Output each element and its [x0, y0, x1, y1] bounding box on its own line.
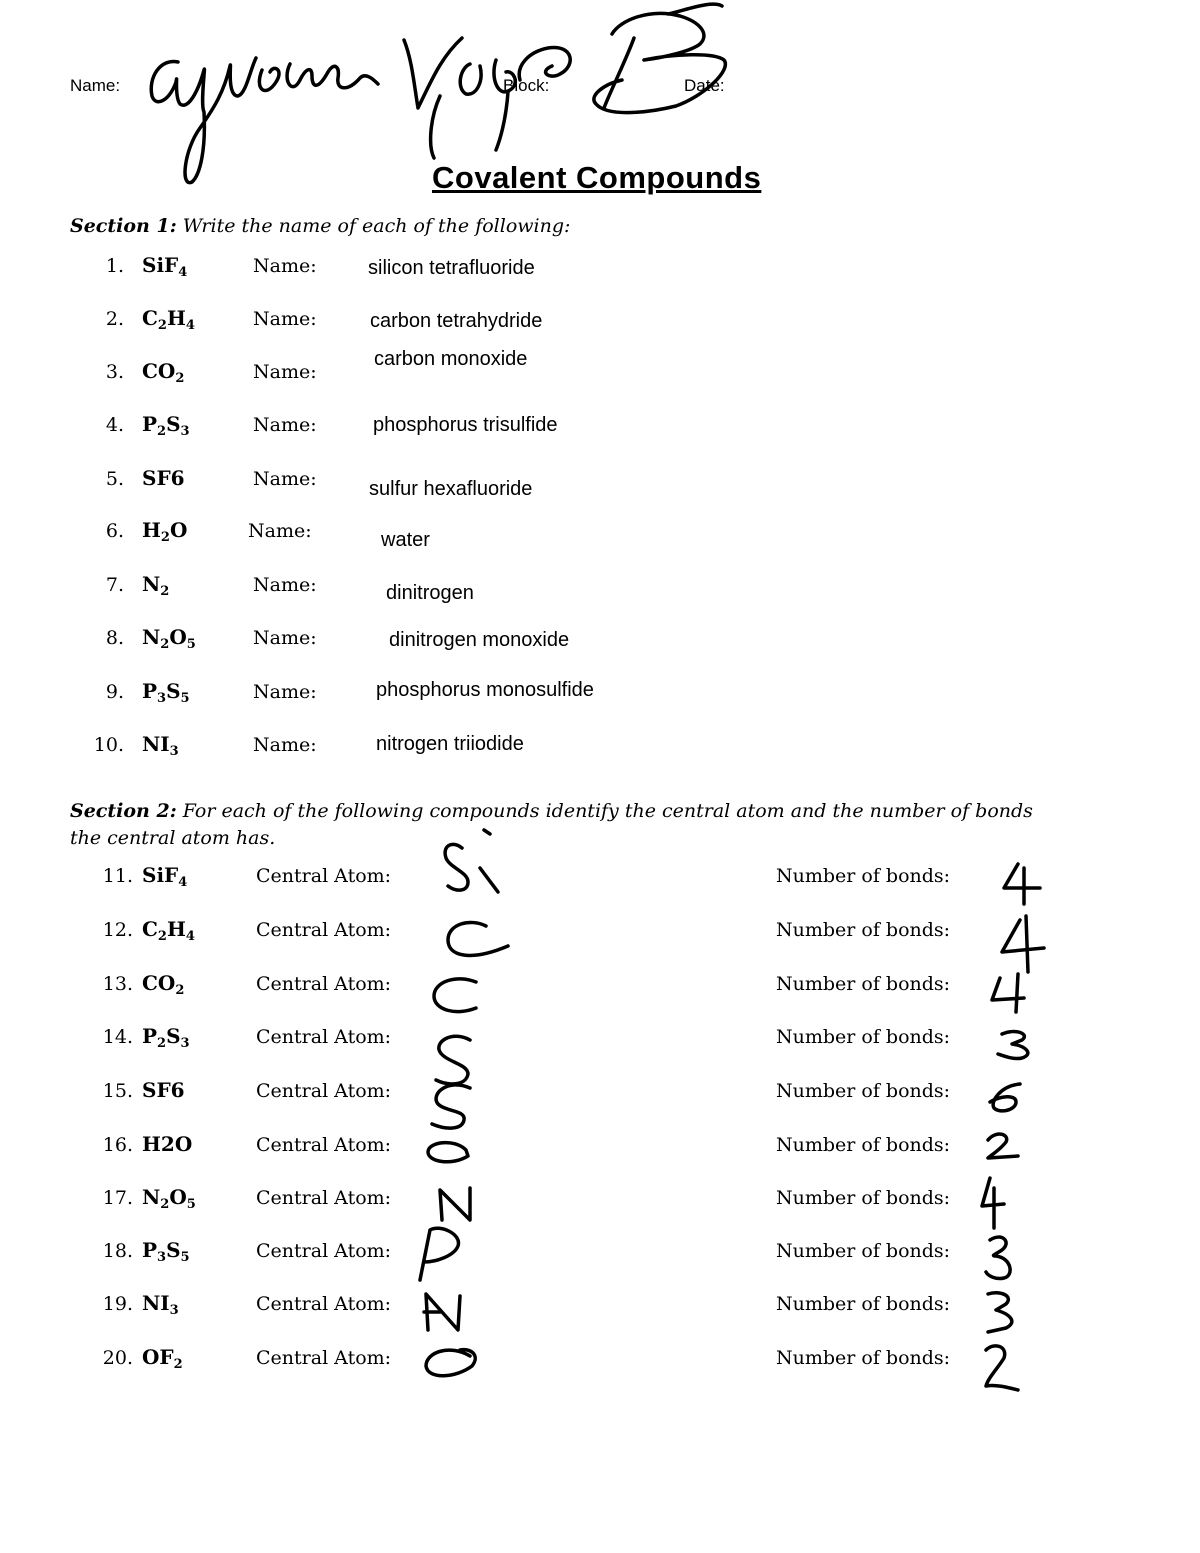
central-atom-label: Central Atom:: [256, 1240, 392, 1262]
formula-element: F: [164, 253, 179, 277]
formula-element: OF: [142, 1345, 174, 1369]
name-field-label: Name:: [253, 255, 317, 277]
number-of-bonds-label: Number of bonds:: [776, 1187, 951, 1209]
name-field-label: Name:: [253, 361, 317, 383]
formula-subscript: 2: [175, 371, 185, 386]
formula-subscript: 4: [185, 318, 195, 333]
item-number: 12.: [102, 919, 133, 941]
formula-subscript: 5: [186, 637, 196, 652]
item-number: 19.: [102, 1293, 133, 1315]
name-label: Name:: [70, 76, 121, 95]
formula-element: S: [166, 1024, 181, 1048]
number-of-bonds-label: Number of bonds:: [776, 973, 951, 995]
item-number: 20.: [102, 1347, 133, 1369]
number-of-bonds-label: Number of bonds:: [776, 1240, 951, 1262]
formula-element: Si: [142, 253, 165, 277]
formula-subscript: 3: [169, 1303, 179, 1318]
formula-element: S: [166, 1238, 181, 1262]
central-atom-label: Central Atom:: [256, 865, 392, 887]
formula-subscript: 4: [185, 929, 195, 944]
item-number: 10.: [93, 734, 124, 756]
formula-element: O: [169, 625, 187, 649]
formula-subscript: 3: [180, 1036, 190, 1051]
section2-heading-bold: Section 2:: [70, 800, 177, 822]
item-number: 7.: [105, 574, 124, 596]
formula-element: P: [142, 1024, 158, 1048]
formula-element: H: [166, 306, 186, 330]
formula-element: SF: [142, 1078, 171, 1102]
number-of-bonds-label: Number of bonds:: [776, 1347, 951, 1369]
formula-element: N: [142, 572, 161, 596]
page-title: Covalent Compounds: [432, 160, 762, 195]
formula-element: P: [142, 679, 158, 703]
formula-element: O: [169, 1185, 187, 1209]
formula-element: S: [166, 679, 181, 703]
formula-subscript: 2: [157, 1036, 167, 1051]
typed-answer: dinitrogen: [386, 582, 474, 604]
typed-answer: water: [381, 529, 430, 551]
name-field-label: Name:: [253, 468, 317, 490]
formula-subscript: 2: [160, 1197, 170, 1212]
typed-answer: phosphorus monosulfide: [376, 679, 594, 701]
section1-heading-bold: Section 1:: [70, 215, 177, 237]
formula-subscript: 3: [157, 1250, 167, 1265]
typed-answer: nitrogen triiodide: [376, 733, 524, 755]
formula-element: SF: [142, 466, 171, 490]
central-atom-label: Central Atom:: [256, 1026, 392, 1048]
central-atom-label: Central Atom:: [256, 1187, 392, 1209]
formula-element: O: [169, 518, 188, 542]
formula-subscript: 3: [157, 691, 167, 706]
formula-subscript: 4: [178, 875, 188, 890]
formula-subscript: 2: [160, 584, 170, 599]
item-number: 4.: [105, 414, 124, 436]
name-field-label: Name:: [253, 414, 317, 436]
typed-answer: dinitrogen monoxide: [389, 629, 570, 651]
formula-element: H2O: [142, 1132, 193, 1156]
formula-subscript: 3: [169, 744, 179, 759]
item-number: 1.: [105, 255, 124, 277]
formula-subscript: 4: [178, 265, 188, 280]
typed-answer: carbon tetrahydride: [370, 310, 543, 332]
item-number: 2.: [105, 308, 124, 330]
central-atom-label: Central Atom:: [256, 973, 392, 995]
item-number: 17.: [102, 1187, 133, 1209]
name-field-label: Name:: [248, 520, 312, 542]
formula-subscript: 2: [157, 929, 167, 944]
name-field-label: Name:: [253, 734, 317, 756]
item-number: 14.: [102, 1026, 133, 1048]
formula-element: 6: [170, 466, 185, 490]
item-number: 3.: [105, 361, 124, 383]
formula-subscript: 3: [180, 424, 190, 439]
item-number: 16.: [102, 1134, 133, 1156]
number-of-bonds-label: Number of bonds:: [776, 1026, 951, 1048]
formula-element: P: [142, 412, 158, 436]
formula-element: C: [142, 971, 158, 995]
formula-element: 6: [170, 1078, 185, 1102]
number-of-bonds-label: Number of bonds:: [776, 865, 951, 887]
block-label: Block:: [503, 76, 550, 95]
central-atom-label: Central Atom:: [256, 1293, 392, 1315]
formula-subscript: 2: [157, 424, 167, 439]
central-atom-handwriting: [420, 830, 508, 1376]
formula-element: NI: [142, 732, 170, 756]
item-number: 6.: [105, 520, 124, 542]
formula-element: O: [157, 359, 176, 383]
typed-answer: carbon monoxide: [374, 348, 528, 370]
formula-element: Si: [142, 863, 165, 887]
typed-answer: silicon tetrafluoride: [368, 257, 535, 279]
formula-subscript: 2: [160, 530, 170, 545]
typed-answer: sulfur hexafluoride: [369, 478, 533, 500]
name-field-label: Name:: [253, 681, 317, 703]
formula-element: S: [166, 412, 181, 436]
formula-subscript: 2: [157, 318, 167, 333]
formula-element: F: [164, 863, 179, 887]
formula-element: C: [142, 306, 158, 330]
item-number: 18.: [102, 1240, 133, 1262]
name-field-label: Name:: [253, 308, 317, 330]
item-number: 5.: [105, 468, 124, 490]
name-field-label: Name:: [253, 627, 317, 649]
typed-answer: phosphorus trisulfide: [373, 414, 558, 436]
formula-subscript: 2: [160, 637, 170, 652]
number-of-bonds-label: Number of bonds:: [776, 1134, 951, 1156]
name-field-label: Name:: [253, 574, 317, 596]
section2-heading-text: For each of the following compounds identify the central atom and the number of bonds: [176, 800, 1033, 822]
item-number: 11.: [102, 865, 133, 887]
bond-count-handwriting: [982, 864, 1044, 1390]
formula-element: P: [142, 1238, 158, 1262]
number-of-bonds-label: Number of bonds:: [776, 1293, 951, 1315]
central-atom-label: Central Atom:: [256, 919, 392, 941]
formula-element: N: [142, 1185, 161, 1209]
formula-element: C: [142, 359, 158, 383]
item-number: 15.: [102, 1080, 133, 1102]
formula-element: C: [142, 917, 158, 941]
central-atom-label: Central Atom:: [256, 1080, 392, 1102]
formula-element: N: [142, 625, 161, 649]
section2-heading-line2: the central atom has.: [70, 827, 276, 849]
formula-subscript: 2: [175, 983, 185, 998]
formula-element: H: [166, 917, 186, 941]
item-number: 8.: [105, 627, 124, 649]
formula-element: O: [157, 971, 176, 995]
formula-subscript: 5: [180, 1250, 190, 1265]
central-atom-label: Central Atom:: [256, 1347, 392, 1369]
formula-subscript: 5: [180, 691, 190, 706]
formula-subscript: 5: [186, 1197, 196, 1212]
formula-subscript: 2: [173, 1357, 183, 1372]
item-number: 13.: [102, 973, 133, 995]
item-number: 9.: [105, 681, 124, 703]
section1-heading-text: Write the name of each of the following:: [176, 215, 571, 237]
formula-element: H: [142, 518, 161, 542]
number-of-bonds-label: Number of bonds:: [776, 1080, 951, 1102]
date-label: Date:: [684, 76, 725, 95]
formula-element: NI: [142, 1291, 170, 1315]
number-of-bonds-label: Number of bonds:: [776, 919, 951, 941]
central-atom-label: Central Atom:: [256, 1134, 392, 1156]
